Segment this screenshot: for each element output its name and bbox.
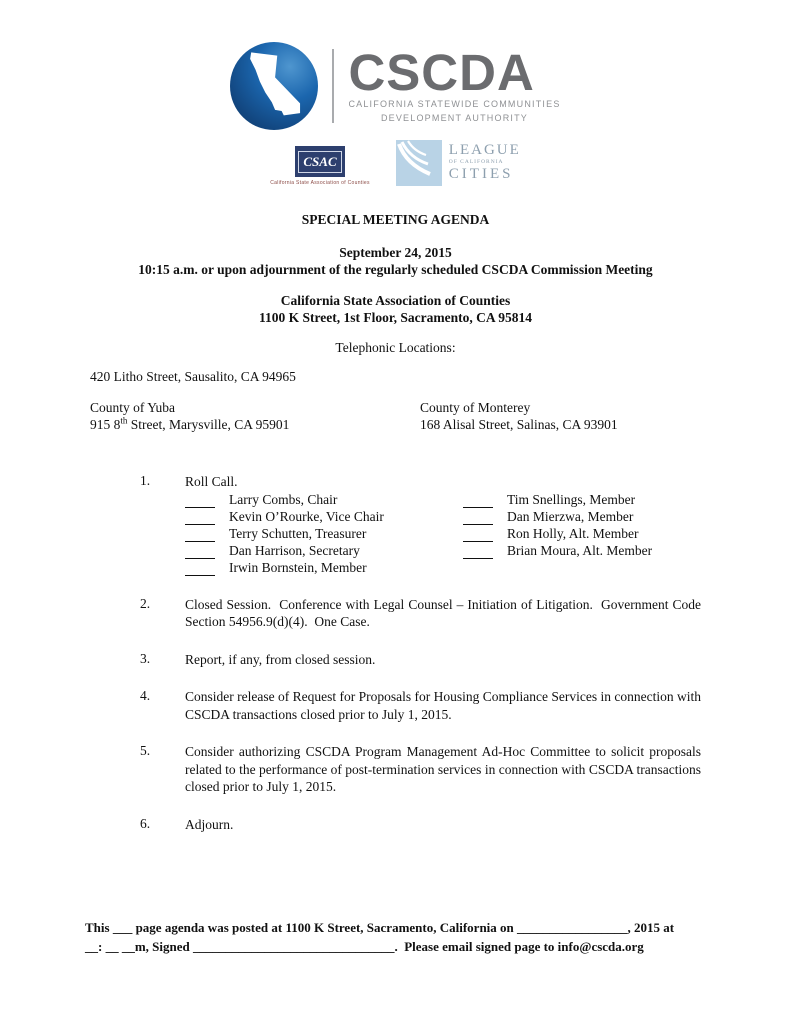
roll-call-row (463, 525, 652, 542)
agenda-item-5 (140, 743, 705, 796)
csac-logo-inner-border (298, 151, 341, 173)
date-time-block (0, 244, 791, 278)
partner-logos-row (0, 140, 791, 194)
location-columns (90, 399, 791, 433)
agenda-item-1 (140, 473, 701, 491)
agenda-item-number: 2. (140, 595, 151, 611)
location-yuba-name: County of Yuba (90, 400, 175, 415)
agenda-item-3 (140, 651, 701, 669)
roll-call-blank (185, 512, 215, 525)
agenda-item-text: Report, if any, from closed session. (185, 651, 376, 667)
california-silhouette-icon (238, 48, 310, 124)
location-yuba-address: 915 8th Street, Marysville, CA 95901 (90, 415, 290, 432)
roll-call-row (185, 525, 463, 542)
page-title: SPECIAL MEETING AGENDA (301, 212, 490, 227)
california-state-icon (230, 42, 318, 130)
league-line1: LEAGUE (448, 142, 521, 159)
league-logo (396, 140, 521, 186)
location-sausalito: 420 Litho Street, Sausalito, CA 94965 (90, 369, 296, 384)
ordinal-superscript: th (120, 415, 128, 426)
agenda-item-number: 1. (140, 473, 151, 488)
venue-name: California State Association of Counties (280, 293, 511, 308)
roll-call-row (185, 491, 463, 508)
telephonic-locations-label: Telephonic Locations: (335, 340, 456, 355)
agenda-item-text: Consider release of Request for Proposals for Housing Compliance Services in connection with CSCDA transactions closed prior to July 1, 2015. (185, 689, 705, 722)
venue-block (0, 292, 791, 326)
roll-call-name: Ron Holly, Alt. Member (507, 525, 639, 541)
roll-call-row (463, 508, 652, 525)
roll-call-row (185, 508, 463, 525)
agenda-item-2 (140, 595, 705, 631)
cscda-logo (0, 40, 791, 132)
agenda-list (140, 473, 705, 833)
agenda-item-number: 4. (140, 688, 151, 703)
roll-call-name: Tim Snellings, Member (507, 491, 636, 507)
league-text-block (449, 143, 521, 182)
csac-logo-box (295, 146, 345, 177)
csac-caption: California State Association of Counties (270, 180, 370, 186)
roll-call-row (185, 542, 463, 559)
roll-call-blank (463, 529, 493, 542)
meeting-date: September 24, 2015 (339, 245, 452, 260)
league-line3: CITIES (448, 165, 514, 182)
agenda-item-text: Consider authorizing CSCDA Program Management Ad-Hoc Committee to solicit proposals related to the performance of post-termination services in connection with CSCDA transactions closed prior to July 1, 2015. (185, 744, 705, 794)
location-monterey-name: County of Monterey (420, 400, 531, 415)
agenda-item-number: 5. (140, 743, 151, 758)
venue-address: 1100 K Street, 1st Floor, Sacramento, CA 95814 (259, 310, 532, 325)
csac-acronym: CSAC (303, 153, 337, 169)
posting-statement (85, 918, 674, 956)
roll-call-name: Larry Combs, Chair (229, 491, 338, 507)
agenda-item-6 (140, 816, 701, 834)
logo-divider (332, 49, 334, 123)
posting-statement-line1: This ___ page agenda was posted at 1100 K Street, Sacramento, California on _________________, 2015 at (85, 920, 675, 935)
roll-call-row (463, 542, 652, 559)
roll-call-blank (463, 546, 493, 559)
location-yuba (90, 399, 420, 433)
roll-call-name: Irwin Bornstein, Member (229, 559, 367, 575)
roll-call-blank (185, 563, 215, 576)
cscda-subtitle-line2: DEVELOPMENT AUTHORITY (380, 112, 529, 123)
roll-call-name: Dan Mierzwa, Member (507, 508, 634, 524)
agenda-item-number: 6. (140, 815, 151, 831)
agenda-item-text: Closed Session. Conference with Legal Counsel – Initiation of Litigation. Government Code Section 54956.9(d)(4). One Case. (185, 596, 705, 629)
roll-call-row (463, 491, 652, 508)
roll-call-blank (185, 529, 215, 542)
roll-call-list (185, 491, 701, 576)
roll-call-blank (463, 512, 493, 525)
cscda-acronym: CSCDA (348, 44, 535, 101)
agenda-item-4 (140, 688, 705, 723)
agenda-item-number: 3. (140, 650, 151, 666)
roll-call-name: Terry Schutten, Treasurer (229, 525, 367, 541)
roll-call-row (185, 559, 463, 576)
meeting-time-line: 10:15 a.m. or upon adjournment of the regularly scheduled CSCDA Commission Meeting (138, 262, 653, 277)
roll-call-right-column (463, 491, 652, 576)
location-monterey (420, 399, 618, 433)
league-swoosh-icon (396, 140, 442, 186)
league-line2: OF CALIFORNIA (448, 159, 504, 166)
logo-text-block (348, 44, 561, 125)
csac-logo (270, 146, 370, 186)
roll-call-name: Kevin O’Rourke, Vice Chair (229, 508, 384, 524)
posting-statement-line2: __: __ __m, Signed _______________________________. Please email signed page to info@cscda.org (85, 939, 644, 954)
roll-call-blank (185, 546, 215, 559)
roll-call-name: Brian Moura, Alt. Member (507, 542, 653, 558)
roll-call-name: Dan Harrison, Secretary (229, 542, 360, 558)
agenda-item-text: Adjourn. (185, 816, 234, 832)
roll-call-left-column (185, 491, 463, 576)
roll-call-blank (185, 495, 215, 508)
agenda-item-text: Roll Call. (185, 474, 238, 489)
cscda-subtitle-line1: CALIFORNIA STATEWIDE COMMUNITIES (348, 99, 561, 109)
location-monterey-address: 168 Alisal Street, Salinas, CA 93901 (420, 417, 618, 432)
roll-call-blank (463, 495, 493, 508)
